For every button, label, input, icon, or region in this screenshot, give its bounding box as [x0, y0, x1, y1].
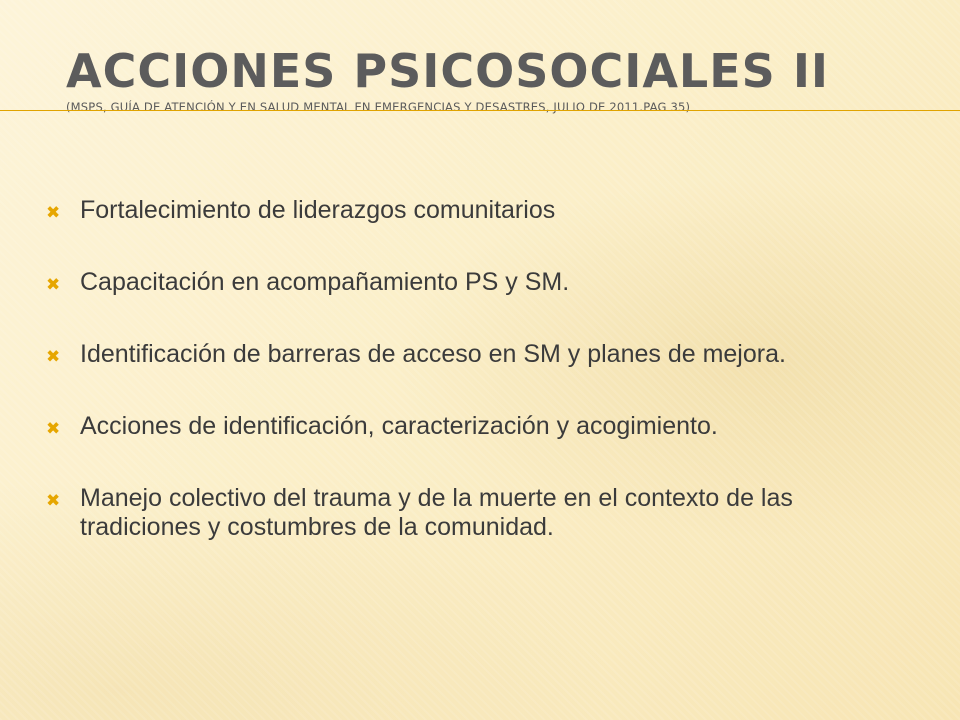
x-bullet-icon: ✖: [46, 347, 61, 366]
bullet-text: Capacitación en acompañamiento PS y SM.: [80, 268, 570, 296]
bullet-text: Acciones de identificación, caracterización y acogimiento.: [80, 412, 718, 440]
bullet-text: Identificación de barreras de acceso en SM y planes de mejora.: [80, 340, 786, 368]
x-bullet-icon: ✖: [46, 203, 61, 222]
title-block: [66, 44, 946, 114]
x-bullet-icon: ✖: [46, 275, 61, 294]
x-bullet-icon: ✖: [46, 491, 61, 510]
list-item: [46, 412, 916, 442]
slide-title: ACCIONES PSICOSOCIALES II: [66, 44, 830, 98]
bullet-list: [46, 196, 916, 584]
bullet-text: Manejo colectivo del trauma y de la muerte en el contexto de las tradiciones y costumbres de la comunidad.: [80, 484, 793, 541]
list-item: [46, 196, 916, 226]
bullet-text: Fortalecimiento de liderazgos comunitarios: [80, 196, 556, 224]
title-divider: [0, 110, 960, 111]
x-bullet-icon: ✖: [46, 419, 61, 438]
list-item: [46, 484, 916, 542]
list-item: [46, 268, 916, 298]
list-item: [46, 340, 916, 370]
slide-subtitle: (MSPS, GUÍA DE ATENCIÓN Y EN SALUD MENTAL EN EMERGENCIAS Y DESASTRES, JULIO DE 2011.PAG 35): [66, 100, 691, 114]
